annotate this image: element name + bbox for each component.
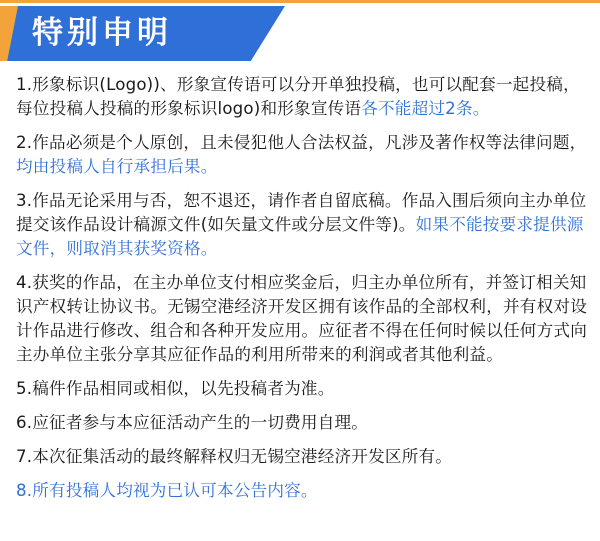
statement-item-4: 4.获奖的作品，在主办单位支付相应奖金后，归主办单位所有，并签订相关知识产权转让协议书。无锡空港经济开发区拥有该作品的全部权利，并有权对设计作品进行修改、组合和各种开发应用。应征者不得在任何时候以任何方式向主办单位主张分享其应征作品的利用所带来的利润或者其他利益。 bbox=[16, 273, 587, 364]
statement-item-6: 6.应征者参与本应征活动产生的一切费用自理。 bbox=[16, 413, 369, 432]
statement-item-1: 1.形象标识(Logo))、形象宣传语可以分开单独投稿，也可以配套一起投稿，每位投稿人投稿的形象标识logo)和形象宣传语各不能超过2条。 bbox=[16, 75, 580, 118]
statement-list bbox=[16, 73, 594, 513]
highlight-text: 各不能超过2条。 bbox=[361, 99, 490, 118]
statement-item-3: 3.作品无论采用与否，恕不退还，请作者自留底稿。作品入围后须向主办单位提交该作品设计稿源文件(如矢量文件或分层文件等)。如果不能按要求提供源文件，则取消其获奖资格。 bbox=[16, 191, 587, 258]
statement-item-8 bbox=[16, 479, 594, 503]
section-header bbox=[0, 0, 600, 62]
highlight-text: 如果不能按要求提供源文件，则取消其获奖资格。 bbox=[16, 215, 584, 258]
highlight-text: 8.所有投稿人均视为已认可本公告内容。 bbox=[16, 481, 318, 500]
page-title: 特别申明 bbox=[32, 15, 172, 51]
statement-item-2: 2.作品必须是个人原创，且未侵犯他人合法权益，凡涉及著作权等法律问题，均由投稿人自行承担后果。 bbox=[16, 133, 587, 176]
statement-item-7: 7.本次征集活动的最终解释权归无锡空港经济开发区所有。 bbox=[16, 447, 453, 466]
statement-item-5: 5.稿件作品相同或相似，以先投稿者为准。 bbox=[16, 379, 335, 398]
highlight-text: 均由投稿人自行承担后果。 bbox=[16, 157, 218, 176]
